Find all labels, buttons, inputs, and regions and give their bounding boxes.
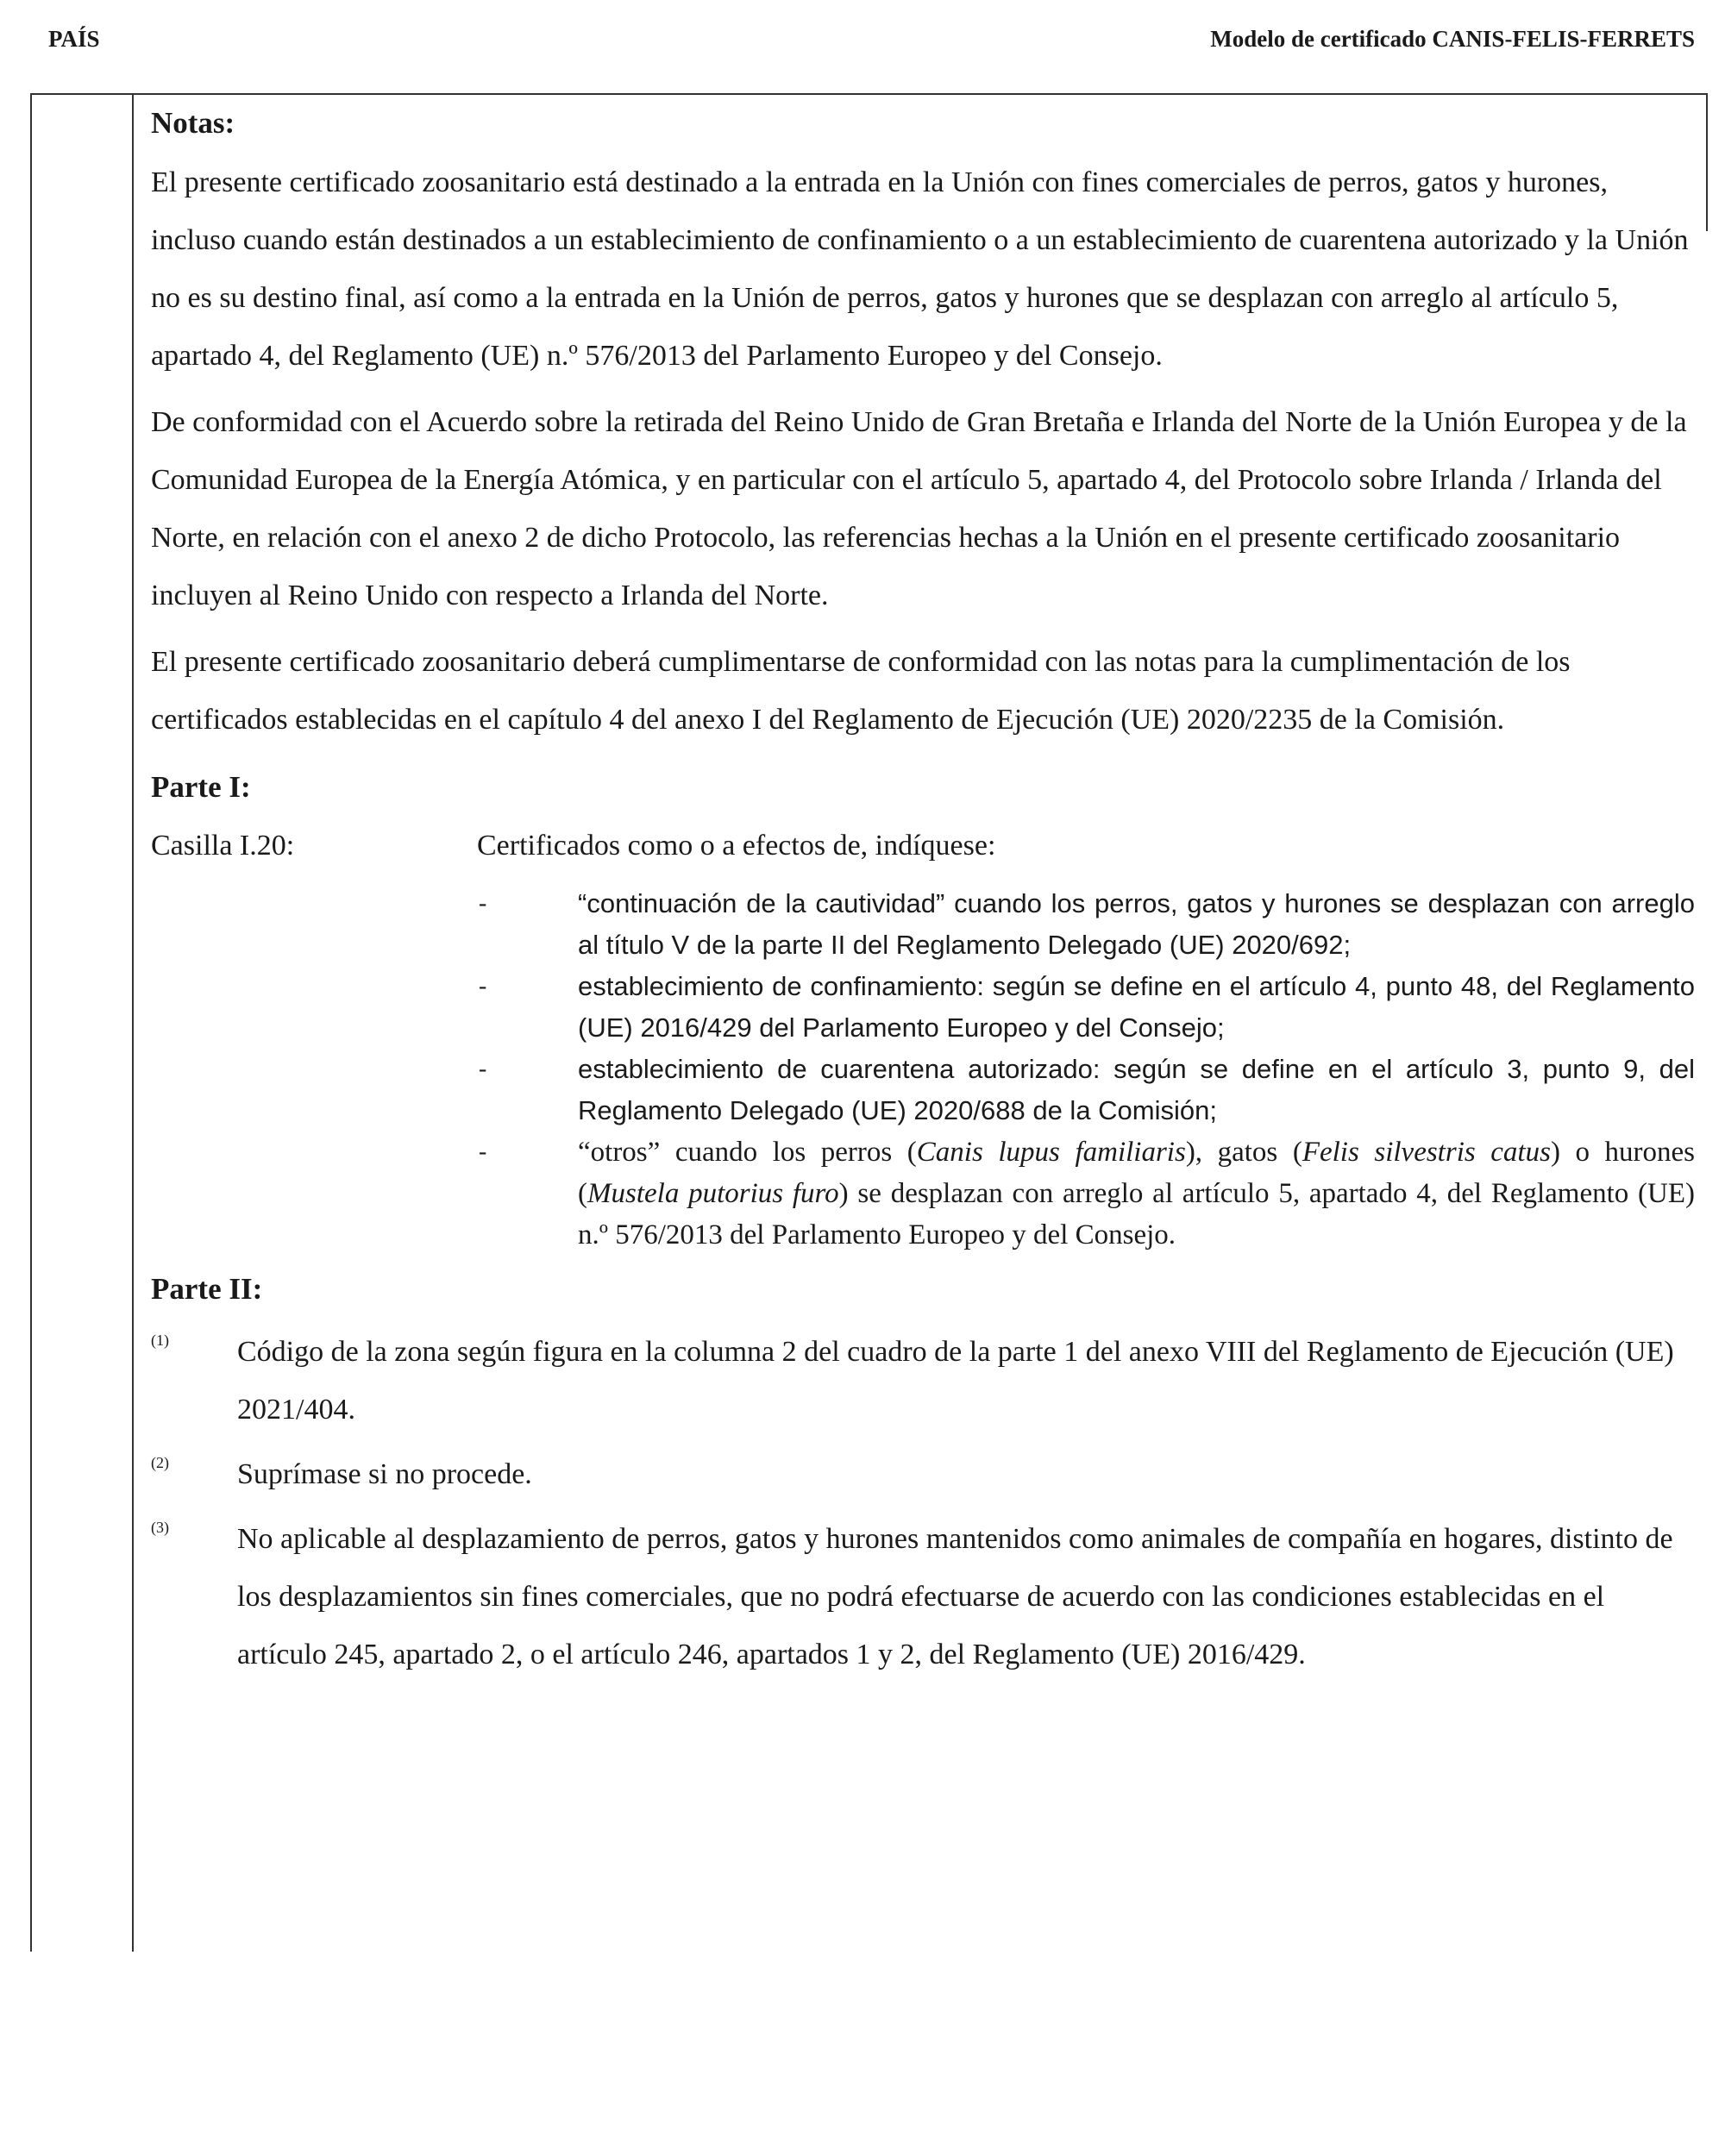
left-inner-border xyxy=(132,93,134,1952)
box-i20-text: Certificados como o a efectos de, indíquese: xyxy=(477,830,996,862)
bullet-text: “otros” cuando los perros (Canis lupus familiaris), gatos (Felis silvestris catus) o hurones (Mustela putorius furo) se desplazan con arreglo al artículo 5, apartado 4, del Reglamento (UE) n.º 576/2013 del Parlamento Europeo y del Consejo. xyxy=(578,1137,1696,1250)
list-item xyxy=(151,1049,1695,1131)
bullet-dash: - xyxy=(479,1138,487,1165)
footnote-text: No aplicable al desplazamiento de perros, gatos y hurones mantenidos como animales de compañía en hogares, distinto de los desplazamientos sin fines comerciales, que no podrá efectuarse de acuerdo con las condiciones establecidas en el artículo 245, apartado 2, o el artículo 246, apartados 1 y 2, del Reglamento (UE) 2016/429. xyxy=(237,1523,1673,1670)
list-item xyxy=(151,966,1695,1049)
bullet-dash: - xyxy=(479,1056,487,1082)
part-1-heading: Parte I: xyxy=(151,770,251,804)
box-i20-bullet-list xyxy=(151,883,1695,1256)
bullet-text: establecimiento de cuarentena autorizado: según se define en el artículo 3, punto 9, del Reglamento Delegado (UE) 2020/688 de la Comisión; xyxy=(578,1054,1695,1125)
notes-paragraph-1: El presente certificado zoosanitario está destinado a la entrada en la Unión con fines comerciales de perros, gatos y hurones, incluso cuando están destinados a un establecimiento de confinamiento o a un establecimiento de cuarentena autorizado y la Unión no es su destino final, así como a la entrada en la Unión de perros, gatos y hurones que se desplazan con arreglo al artículo 5, apartado 4, del Reglamento (UE) n.º 576/2013 del Parlamento Europeo y del Consejo. xyxy=(151,166,1689,372)
footnote-text: Código de la zona según figura en la columna 2 del cuadro de la parte 1 del anexo VIII del Reglamento de Ejecución (UE) 2021/404. xyxy=(237,1336,1674,1426)
box-i20-row xyxy=(151,824,1695,868)
bullet-text: establecimiento de confinamiento: según se define en el artículo 4, punto 48, del Reglamento (UE) 2016/429 del Parlamento Europeo y del Consejo; xyxy=(578,971,1695,1043)
certificate-model-header: Modelo de certificado CANIS-FELIS-FERRETS xyxy=(1210,26,1695,52)
list-item xyxy=(151,883,1695,966)
top-rule xyxy=(30,93,1708,95)
footnote-marker: (2) xyxy=(151,1454,169,1471)
country-header: PAÍS xyxy=(48,26,100,52)
notes-content xyxy=(151,102,1695,1690)
notes-heading: Notas: xyxy=(151,106,235,140)
bullet-dash: - xyxy=(479,890,487,917)
bullet-dash: - xyxy=(479,973,487,1000)
species-name-cat: Felis silvestris catus xyxy=(1302,1137,1551,1168)
footnote-3 xyxy=(151,1510,1695,1683)
species-name-dog: Canis lupus familiaris xyxy=(916,1137,1186,1168)
left-outer-border xyxy=(30,93,32,1952)
right-border xyxy=(1706,93,1708,231)
footnote-marker: (3) xyxy=(151,1519,169,1536)
box-i20-label: Casilla I.20: xyxy=(151,830,295,862)
part-2-heading: Parte II: xyxy=(151,1272,263,1306)
footnote-marker: (1) xyxy=(151,1332,169,1349)
notes-paragraph-3: El presente certificado zoosanitario deberá cumplimentarse de conformidad con las notas para la cumplimentación de los certificados establecidas en el capítulo 4 del anexo I del Reglamento de Ejecución (UE) 2020/2235 de la Comisión. xyxy=(151,646,1571,736)
species-name-ferret: Mustela putorius furo xyxy=(587,1178,839,1209)
list-item xyxy=(151,1131,1695,1256)
footnote-1 xyxy=(151,1323,1695,1438)
bullet-text: “continuación de la cautividad” cuando los perros, gatos y hurones se desplazan con arreglo al título V de la parte II del Reglamento Delegado (UE) 2020/692; xyxy=(578,888,1695,960)
footnote-text: Suprímase si no procede. xyxy=(237,1458,532,1490)
footnote-2 xyxy=(151,1445,1695,1503)
notes-paragraph-2: De conformidad con el Acuerdo sobre la retirada del Reino Unido de Gran Bretaña e Irlanda del Norte de la Unión Europea y de la Comunidad Europea de la Energía Atómica, y en particular con el artículo 5, apartado 4, del Protocolo sobre Irlanda / Irlanda del Norte, en relación con el anexo 2 de dicho Protocolo, las referencias hechas a la Unión en el presente certificado zoosanitario incluyen al Reino Unido con respecto a Irlanda del Norte. xyxy=(151,406,1687,611)
